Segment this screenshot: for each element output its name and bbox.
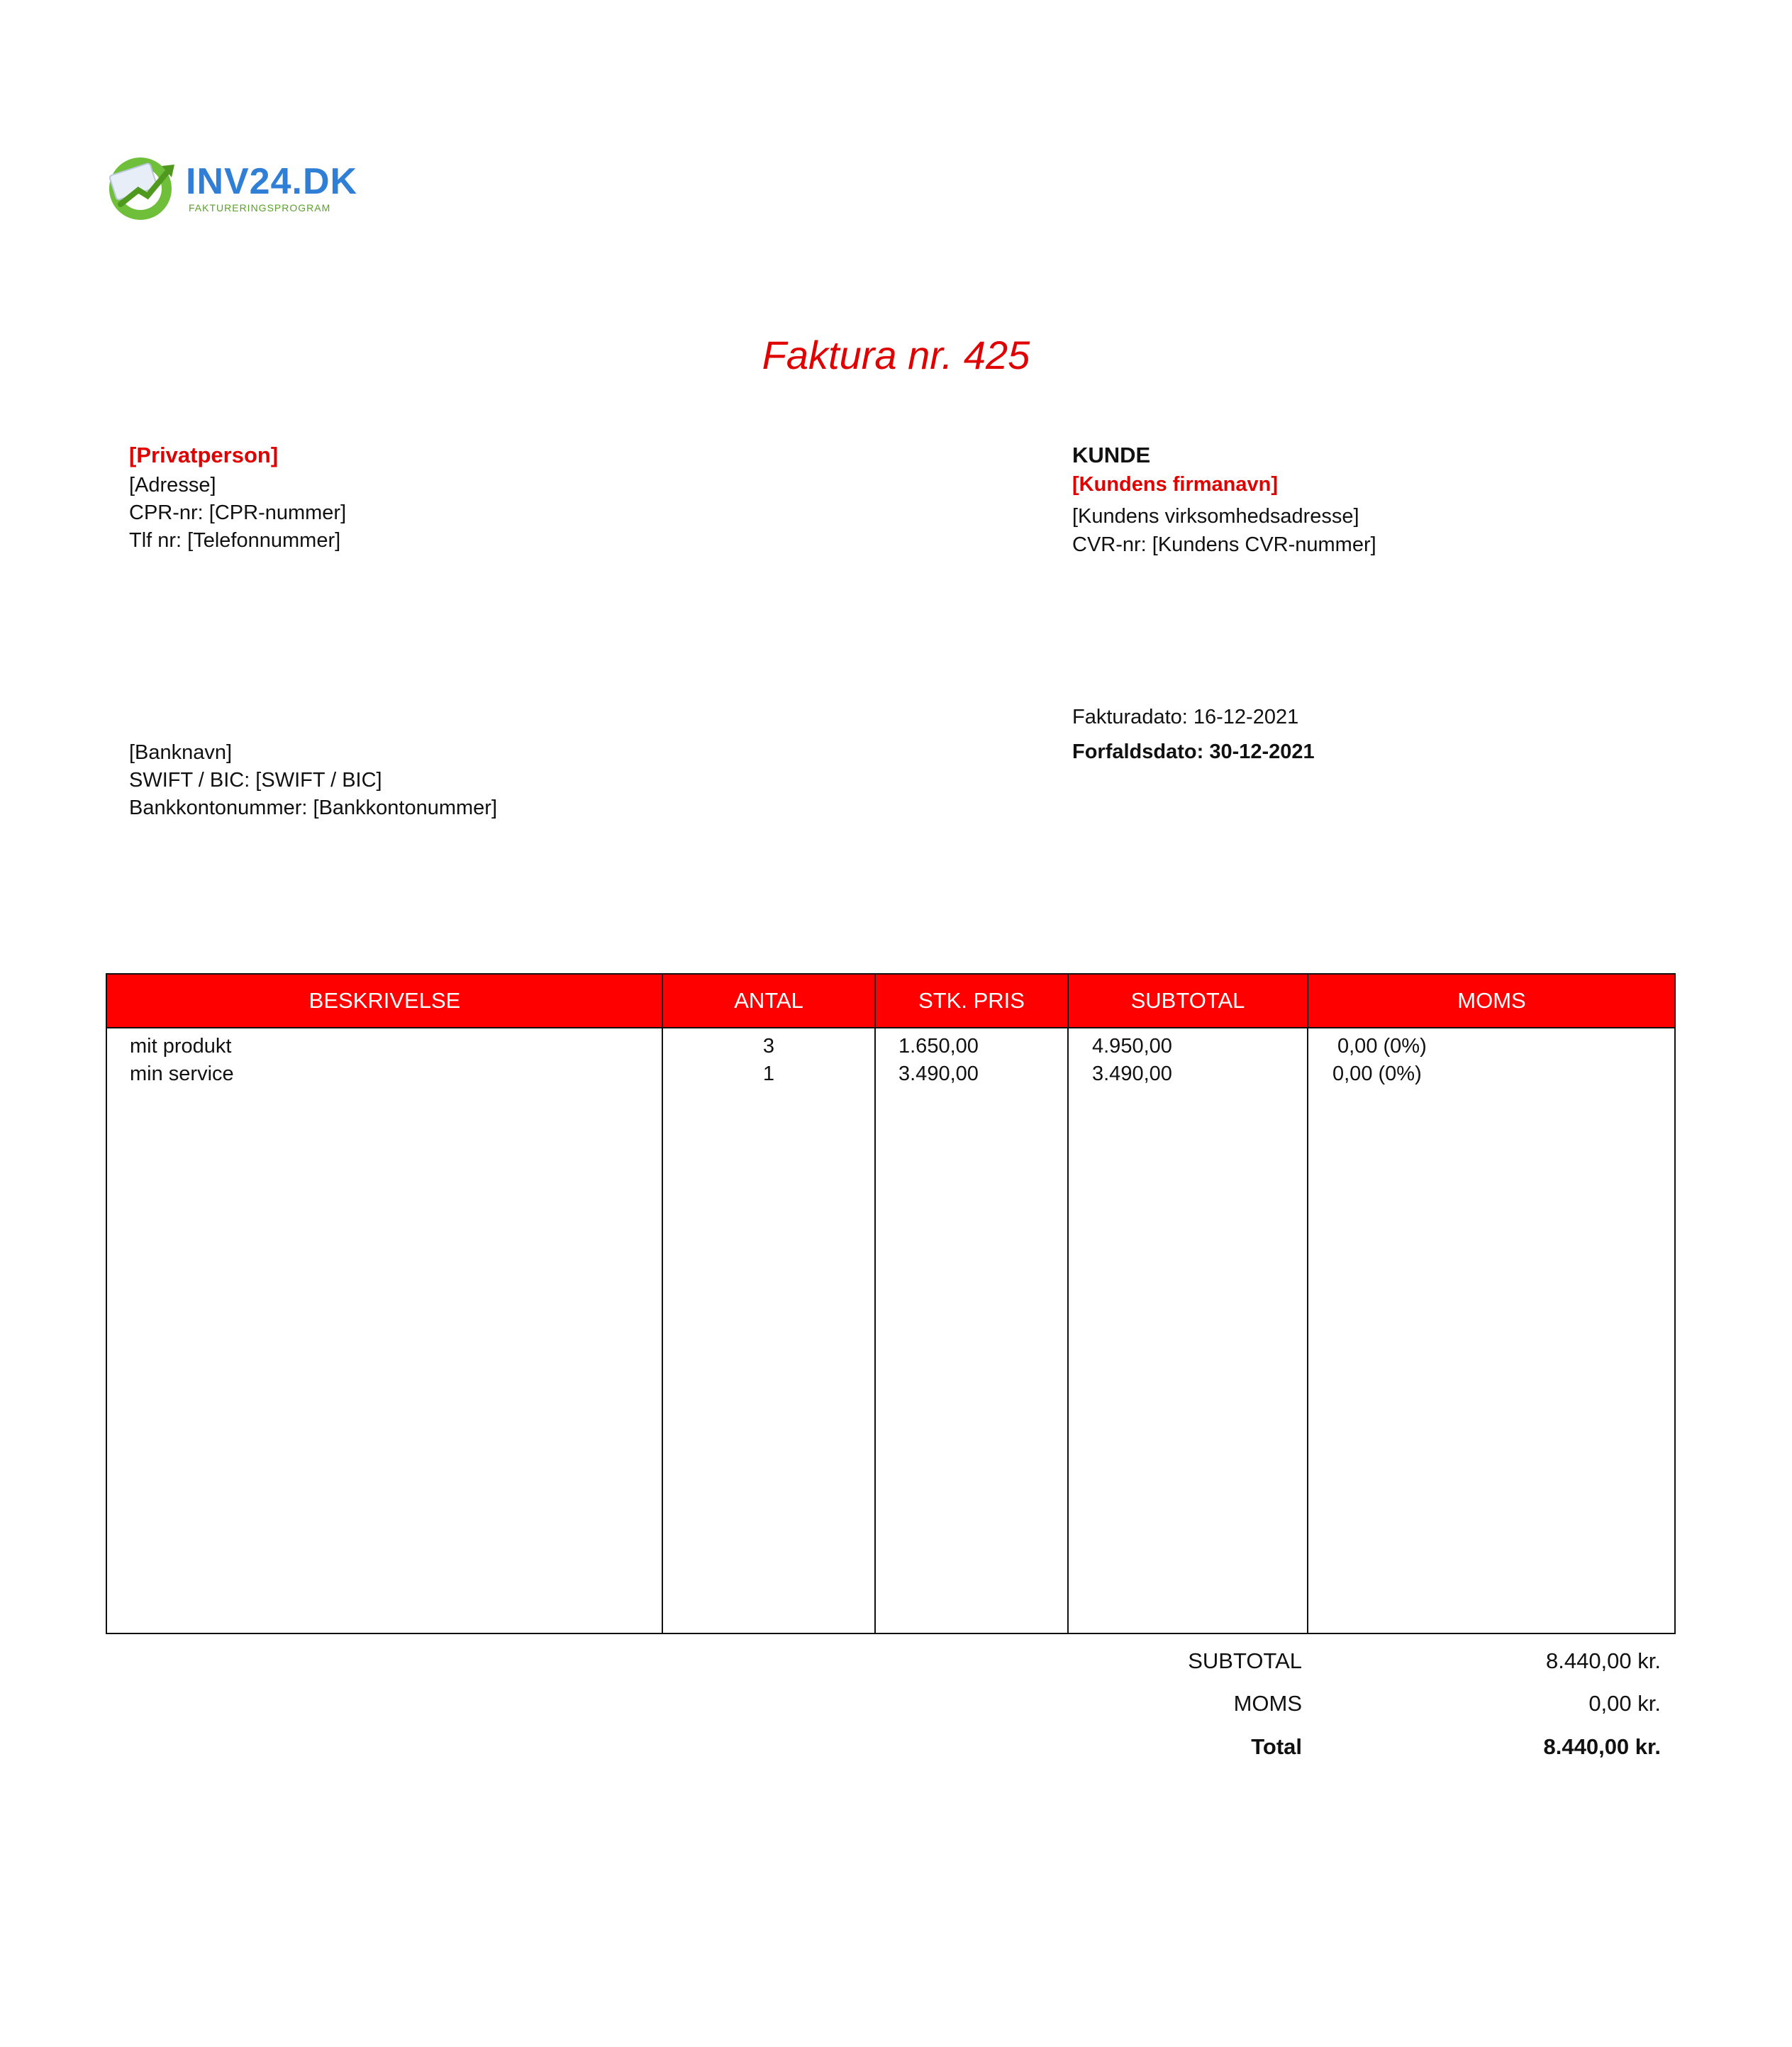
row-quantity: 3 [762, 1035, 775, 1058]
sender-phone: Tlf nr: [Telefonnummer] [129, 529, 341, 552]
column-divider [1307, 975, 1308, 1633]
header-quantity: ANTAL [734, 988, 803, 1013]
sender-address: [Adresse] [129, 474, 216, 497]
subtotal-label: SUBTOTAL [1188, 1648, 1302, 1673]
row-description: mit produkt [130, 1035, 232, 1058]
subtotal-value: 8.440,00 kr. [1545, 1648, 1661, 1673]
sender-name: [Privatperson] [129, 443, 279, 467]
vat-label: MOMS [1233, 1691, 1302, 1716]
row-description: min service [130, 1063, 234, 1085]
header-vat: MOMS [1457, 988, 1526, 1013]
logo-subtitle: FAKTURERINGSPROGRAM [189, 202, 331, 213]
row-vat: 0,00 (0%) [1332, 1063, 1422, 1085]
logo-brand-text: INV24.DK [186, 161, 358, 202]
row-subtotal: 3.490,00 [1092, 1063, 1172, 1085]
invoice-title: Faktura nr. 425 [762, 333, 1030, 377]
row-quantity: 1 [762, 1063, 775, 1085]
header-description: BESKRIVELSE [308, 988, 461, 1013]
bank-account: Bankkontonummer: [Bankkontonummer] [129, 797, 498, 819]
row-vat: 0,00 (0%) [1337, 1035, 1427, 1058]
sender-cpr: CPR-nr: [CPR-nummer] [129, 501, 347, 524]
row-subtotal: 4.950,00 [1092, 1035, 1172, 1058]
table-header-row [107, 975, 1674, 1028]
invoice-date: Fakturadato: 16-12-2021 [1072, 706, 1299, 728]
total-value: 8.440,00 kr. [1543, 1734, 1661, 1759]
due-date: Forfaldsdato: 30-12-2021 [1072, 740, 1315, 763]
column-divider [1067, 975, 1069, 1633]
customer-heading: KUNDE [1072, 443, 1151, 467]
row-unit-price: 1.650,00 [898, 1035, 979, 1058]
header-unit-price: STK. PRIS [918, 988, 1025, 1013]
customer-cvr: CVR-nr: [Kundens CVR-nummer] [1072, 533, 1376, 556]
row-unit-price: 3.490,00 [898, 1063, 979, 1085]
header-subtotal: SUBTOTAL [1130, 988, 1245, 1013]
vat-value: 0,00 kr. [1588, 1691, 1661, 1716]
customer-company: [Kundens firmanavn] [1072, 473, 1279, 496]
bank-swift: SWIFT / BIC: [SWIFT / BIC] [129, 769, 382, 792]
items-table [106, 973, 1676, 1634]
customer-address: [Kundens virksomhedsadresse] [1072, 505, 1359, 528]
total-label: Total [1251, 1734, 1302, 1759]
bank-name: [Banknavn] [129, 741, 233, 764]
